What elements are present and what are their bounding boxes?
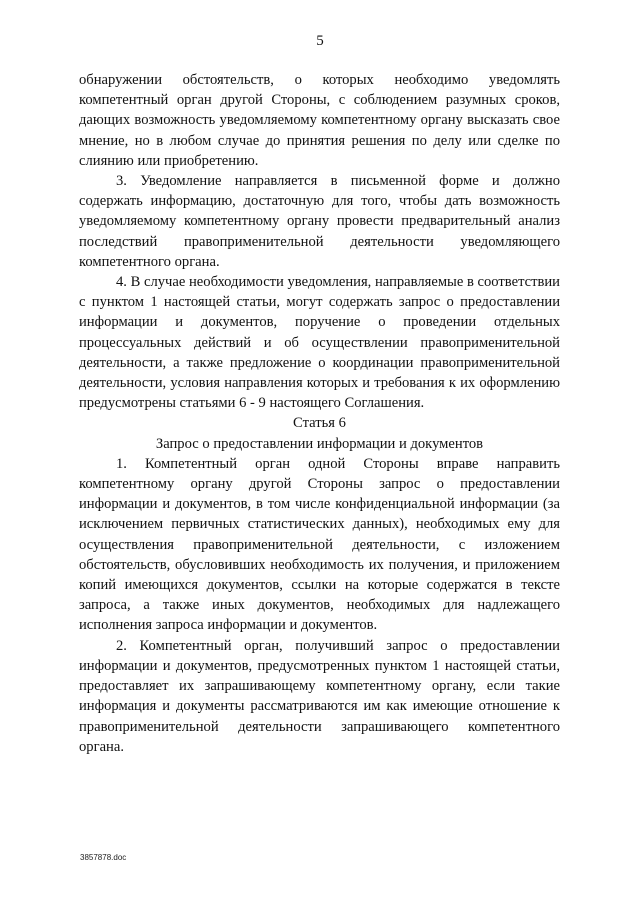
paragraph-item-3: 3. Уведомление направляется в письменной форме и должно содержать информацию, достаточную для того, чтобы дать возможность уведомляемому компетентному органу провести предварительный анализ последствий правоприменительной деятельности уведомляющего компетентного органа. (79, 173, 560, 270)
page-number: 5 (316, 33, 324, 49)
paragraph-continuation: обнаружении обстоятельств, о которых необходимо уведомлять компетентный орган другой Стороны, с соблюдением разумных сроков, дающих возможность уведомляемому компетентному органу высказать свое мнение, но в любом случае до принятия решения по делу или сделке по слиянию или приобретению. (79, 72, 560, 169)
footer-doc-id: 3857878.doc (80, 853, 127, 862)
article-subtitle: Запрос о предоставлении информации и документов (155, 435, 484, 452)
paragraph-item-4: 4. В случае необходимости уведомления, направляемые в соответствии с пунктом 1 настоящей статьи, могут содержать запрос о предоставлении информации и документов, поручение о проведении отдельных процессуальных действий и об осуществлении правоприменительной деятельности, а также предложение о координации правоприменительной деятельности, условия направления которых и требования к их оформлению предусмотрены статьями 6 - 9 настоящего Соглашения. (79, 274, 560, 412)
document-body (79, 70, 560, 757)
article-heading: Статья 6 (293, 415, 346, 432)
article-paragraph-2: 2. Компетентный орган, получивший запрос о предоставлении информации и документов, предусмотренных пунктом 1 настоящей статьи, предоставляет их запрашивающему компетентному органу, если такие информация и документы рассматриваются им как имеющие отношение к правоприменительной деятельности запрашивающего компетентного органа. (79, 637, 560, 755)
article-paragraph-1: 1. Компетентный орган одной Стороны вправе направить компетентному органу другой Стороны запрос о предоставлении информации и документов, в том числе конфиденциальной информации (за исключением первичных статистических данных), необходимых ему для осуществления правоприменительной деятельности, с изложением обстоятельств, обусловивших необходимость их получения, и приложением копий имеющихся документов, ссылки на которые содержатся в тексте запроса, а также иных документов, необходимых для надлежащего исполнения запроса информации и документов. (79, 455, 560, 634)
